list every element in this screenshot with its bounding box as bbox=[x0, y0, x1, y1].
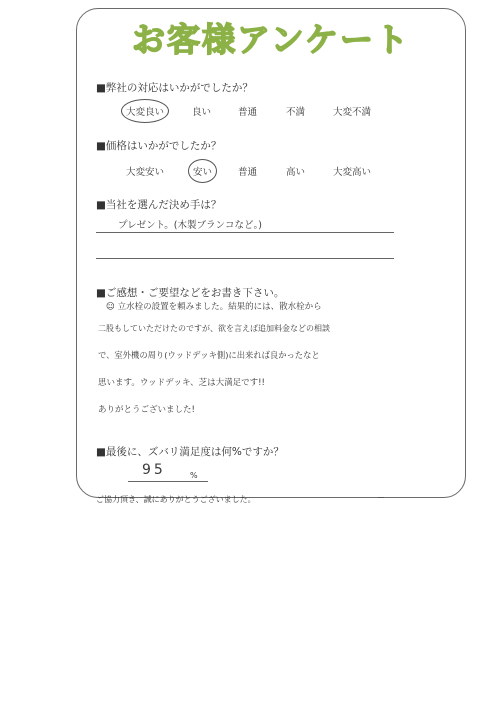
satisfaction-answer[interactable]: 95 bbox=[142, 462, 166, 478]
answer-line bbox=[96, 258, 394, 259]
question-comments: ■ご感想・ご要望などをお書き下さい。 bbox=[96, 287, 285, 299]
price-option[interactable]: 普通 bbox=[238, 167, 258, 178]
deciding-factor-answer[interactable]: プレゼント。(木製ブランコなど。) bbox=[118, 220, 262, 231]
survey-title: お客様アンケート bbox=[131, 20, 411, 59]
price-option[interactable]: 高い bbox=[286, 167, 306, 178]
comment-line: 二股もしていただけたのですが、欲を言えば追加料金などの相談 bbox=[98, 324, 330, 333]
price-option[interactable]: 大変高い bbox=[333, 167, 372, 178]
service-option[interactable]: 良い bbox=[192, 107, 212, 118]
thank-you-footer: ご協力頂き、誠にありがとうございました。 bbox=[96, 495, 256, 504]
satisfaction-line bbox=[128, 481, 208, 482]
service-option[interactable]: 大変不満 bbox=[333, 107, 372, 118]
comment-line: ありがとうございました! bbox=[98, 405, 195, 415]
service-option[interactable]: 大変良い bbox=[126, 104, 164, 118]
question-deciding-factor: ■当社を選んだ決め手は？ bbox=[96, 199, 222, 211]
comment-line: で、室外機の周り(ウッドデッキ側)に出来れば良かったなと bbox=[98, 350, 320, 360]
percent-unit: % bbox=[190, 471, 198, 480]
question-service: ■弊社の対応はいかがでしたか？ bbox=[96, 82, 253, 94]
footer-dash bbox=[378, 497, 384, 498]
answer-line bbox=[96, 232, 394, 233]
price-option[interactable]: 大変安い bbox=[126, 167, 165, 178]
question-satisfaction: ■最後に、ズバリ満足度は何%ですか？ bbox=[96, 446, 284, 458]
price-option[interactable]: 安い bbox=[193, 164, 212, 178]
comment-line: ☺ 立水栓の設置を頼みました。結果的には、散水栓から bbox=[106, 302, 322, 312]
question-price: ■価格はいかがでしたか？ bbox=[96, 140, 222, 152]
service-option[interactable]: 不満 bbox=[286, 107, 306, 118]
service-option[interactable]: 普通 bbox=[238, 107, 258, 118]
comment-line: 思います。ウッドデッキ、芝は大満足です!! bbox=[98, 378, 265, 388]
